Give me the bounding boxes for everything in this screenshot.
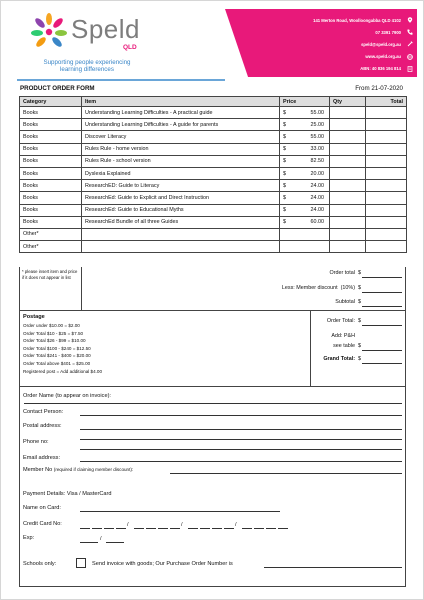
cell-price-value: 55.00: [310, 109, 324, 116]
postage-divider: [310, 311, 311, 387]
subtotal-field[interactable]: [362, 306, 402, 307]
cell-category: Books: [20, 107, 82, 119]
postage-title: Postage: [23, 314, 45, 320]
postal-address-field[interactable]: [80, 429, 402, 430]
grand-total-field[interactable]: [362, 363, 402, 364]
cell-category: Books: [20, 192, 82, 204]
cell-price: [280, 204, 330, 216]
cell-item: Understanding Learning Difficulties - A guide for parents: [82, 119, 280, 131]
header-blue-rule: [17, 79, 225, 81]
exp-month-field[interactable]: [80, 542, 98, 543]
cell-category: Books: [20, 143, 82, 155]
header-price: Price: [280, 97, 330, 107]
member-discount-label: Less: Member discount (10%): [281, 285, 355, 291]
table-row: [20, 241, 407, 253]
cell-qty[interactable]: [330, 216, 366, 228]
customer-details-section: [19, 387, 406, 587]
cell-category: Books: [20, 119, 82, 131]
cell-price: [280, 192, 330, 204]
name-on-card-label: Name on Card:: [23, 505, 61, 511]
product-table: [19, 96, 407, 253]
subtotal-label: Subtotal: [335, 299, 355, 305]
grand-total-label: Grand Total:: [323, 356, 355, 362]
cell-total[interactable]: [366, 119, 407, 131]
cell-price-value: 20.00: [310, 170, 324, 177]
cell-total[interactable]: [366, 131, 407, 143]
purchase-order-number-field[interactable]: [264, 567, 402, 568]
cell-price-value: 55.00: [310, 133, 324, 140]
postage-rate-item: Order Total $10 - $25 = $7.50: [23, 330, 84, 336]
logo-wordmark: Speld: [71, 14, 140, 44]
cell-price-value: 33.00: [310, 146, 324, 153]
credit-card-digit[interactable]: [158, 528, 168, 529]
cell-price: [280, 131, 330, 143]
contact-person-label: Contact Person:: [23, 409, 64, 415]
cell-price-currency: $: [283, 194, 286, 201]
contact-row-web: www.speld.org.au: [253, 51, 413, 62]
table-row: [20, 167, 407, 179]
cell-qty[interactable]: [330, 180, 366, 192]
credit-card-digit[interactable]: [104, 528, 114, 529]
cell-item: ResearchEd: Guide to Educational Myths: [82, 204, 280, 216]
cell-price-value: 82.50: [310, 158, 324, 165]
cell-category: Books: [20, 204, 82, 216]
cell-total[interactable]: [366, 143, 407, 155]
cell-total[interactable]: [366, 180, 407, 192]
cell-qty[interactable]: [330, 241, 366, 253]
cell-category: Books: [20, 131, 82, 143]
cell-price-currency: $: [283, 158, 286, 165]
cell-category: Books: [20, 167, 82, 179]
cell-item: Understanding Learning Difficulties - A practical guide: [82, 107, 280, 119]
cell-qty[interactable]: [330, 107, 366, 119]
cell-total[interactable]: [366, 107, 407, 119]
credit-card-separator: /: [181, 522, 183, 528]
phone-label: Phone no:: [23, 439, 49, 445]
cell-qty[interactable]: [330, 204, 366, 216]
cell-price-currency: $: [283, 121, 286, 128]
cell-item: Dyslexia Explained: [82, 167, 280, 179]
credit-card-digit[interactable]: [116, 528, 126, 529]
credit-card-digit[interactable]: [254, 528, 264, 529]
cell-qty[interactable]: [330, 155, 366, 167]
credit-card-digit[interactable]: [80, 528, 90, 529]
order-name-field[interactable]: [24, 403, 402, 404]
schools-only-label: Schools only:: [23, 561, 57, 567]
cell-price: [280, 180, 330, 192]
contact-row-email: speld@speld.org.au: [253, 39, 413, 50]
credit-card-digit[interactable]: [92, 528, 102, 529]
add-ph-currency: $: [358, 343, 361, 349]
cell-item: Rules Rule - home version: [82, 143, 280, 155]
cell-qty[interactable]: [330, 167, 366, 179]
subtotal-currency: $: [358, 299, 361, 305]
credit-card-digit[interactable]: [170, 528, 180, 529]
exp-separator: /: [100, 536, 102, 542]
email-label: Email address:: [23, 455, 60, 461]
header-qty: Qty: [330, 97, 366, 107]
cell-price: [280, 216, 330, 228]
contact-row-address: 141 Merton Road, Woolloongabba QLD 4102: [253, 15, 413, 26]
credit-card-digit[interactable]: [146, 528, 156, 529]
cell-price: [280, 143, 330, 155]
contact-details: [253, 15, 413, 75]
cell-category: Books: [20, 180, 82, 192]
cell-total[interactable]: [366, 228, 407, 240]
credit-card-label: Credit Card No:: [23, 521, 62, 527]
globe-icon: [407, 54, 413, 60]
postage-order-total-field[interactable]: [362, 325, 402, 326]
order-total-currency: $: [358, 270, 361, 276]
payment-details-label: Payment Details: Visa / MasterCard: [23, 491, 112, 497]
table-row: [20, 216, 407, 228]
cell-total[interactable]: [366, 192, 407, 204]
add-ph-field[interactable]: [362, 350, 402, 351]
credit-card-digit[interactable]: [242, 528, 252, 529]
invoice-with-goods-label: Send invoice with goods; Our Purchase Order Number is: [92, 561, 233, 567]
postage-rate-item: Order under $10.00 = $2.00: [23, 323, 80, 328]
credit-card-separator: /: [235, 522, 237, 528]
logo-flower-icon: [27, 11, 71, 53]
postal-address-label: Postal address:: [23, 423, 62, 429]
phone-field[interactable]: [80, 449, 402, 450]
cell-price-currency: $: [283, 170, 286, 177]
cell-price-value: 24.00: [310, 182, 324, 189]
cell-price-value: 24.00: [310, 194, 324, 201]
member-no-note: (required if claiming member discount):: [53, 467, 134, 472]
cell-total[interactable]: [366, 241, 407, 253]
cell-category: Books: [20, 155, 82, 167]
header-item: Item: [82, 97, 280, 107]
postage-order-total-currency: $: [358, 318, 361, 324]
credit-card-digit[interactable]: [200, 528, 210, 529]
cell-item: [82, 241, 280, 253]
email-field[interactable]: [80, 461, 402, 462]
cell-total[interactable]: [366, 167, 407, 179]
product-table-body: [20, 107, 407, 253]
table-row: [20, 155, 407, 167]
cell-price-currency: $: [283, 182, 286, 189]
table-row: [20, 131, 407, 143]
postage-rate-item: Order Total $100 - $240 = $12.50: [23, 345, 91, 351]
note-cell: [20, 267, 82, 311]
cell-qty[interactable]: [330, 119, 366, 131]
postage-rate-item: Order Total $26 - $99 = $10.00: [23, 338, 86, 344]
cell-price: [280, 155, 330, 167]
contact-row-phone: 07 3391 7900: [253, 27, 413, 38]
contact-person-field[interactable]: [80, 415, 402, 416]
table-row: [20, 204, 407, 216]
credit-card-digit[interactable]: [188, 528, 198, 529]
credit-card-digit[interactable]: [134, 528, 144, 529]
cell-category: Other*: [20, 228, 82, 240]
table-row: [20, 192, 407, 204]
cell-item: [82, 228, 280, 240]
member-discount-field[interactable]: [362, 292, 402, 293]
table-header-row: [20, 97, 407, 107]
postage-rate-item: Order Total above $401 = $25.00: [23, 360, 91, 366]
totals-section: [19, 267, 406, 311]
exp-label: Exp:: [23, 535, 35, 541]
grand-total-currency: $: [358, 356, 361, 362]
cell-item: ResearchEd: Guide to Explicit and Direct Instruction: [82, 192, 280, 204]
cell-item: Discover Literacy: [82, 131, 280, 143]
cell-qty[interactable]: [330, 131, 366, 143]
cell-qty[interactable]: [330, 228, 366, 240]
cell-price: [280, 107, 330, 119]
postal-address-field-2[interactable]: [80, 439, 402, 440]
add-ph-label: Add: P&H: [331, 333, 355, 339]
cell-qty[interactable]: [330, 192, 366, 204]
table-row: [20, 107, 407, 119]
other-item-note: * please insert item and price if it does not appear in list: [22, 269, 78, 280]
email-icon: [407, 41, 413, 47]
credit-card-digit[interactable]: [224, 528, 234, 529]
cell-total[interactable]: [366, 204, 407, 216]
cell-category: Other*: [20, 241, 82, 253]
member-no-field[interactable]: [170, 473, 402, 474]
schools-invoice-checkbox[interactable]: [76, 558, 86, 568]
location-pin-icon: [407, 17, 413, 23]
cell-qty[interactable]: [330, 143, 366, 155]
form-title: PRODUCT ORDER FORM: [20, 85, 95, 92]
cell-price-currency: $: [283, 133, 286, 140]
form-date: From 21-07-2020: [355, 85, 403, 92]
member-no-label: Member No (required if claiming member discount):: [23, 467, 134, 473]
logo-region: QLD: [123, 44, 137, 51]
cell-item: ResearchED: Guide to Literacy: [82, 180, 280, 192]
order-total-field[interactable]: [362, 277, 402, 278]
header-total: Total: [366, 97, 407, 107]
cell-price: [280, 167, 330, 179]
postage-order-total-label: Order Total:: [326, 318, 355, 324]
order-total-label: Order total: [329, 270, 355, 276]
header: [1, 1, 424, 81]
cell-price-currency: $: [283, 109, 286, 116]
cell-price: [280, 228, 330, 240]
name-on-card-field[interactable]: [80, 511, 280, 512]
cell-price-currency: $: [283, 219, 286, 226]
table-row: [20, 119, 407, 131]
credit-card-separator: /: [127, 522, 129, 528]
contact-row-abn: ABN: 40 836 194 814: [253, 63, 413, 74]
phone-icon: [407, 29, 413, 35]
cell-item: ResearchEd Bundle of all three Guides: [82, 216, 280, 228]
cell-category: Books: [20, 216, 82, 228]
postage-rate-item: Registered post = Add additional $4.00: [23, 368, 103, 374]
header-category: Category: [20, 97, 82, 107]
cell-total[interactable]: [366, 216, 407, 228]
speld-logo: [27, 11, 227, 77]
cell-price-value: 24.00: [310, 207, 324, 214]
cell-price: [280, 119, 330, 131]
postage-rate-item: Order Total $241 - $400 = $20.00: [23, 353, 91, 359]
credit-card-digit[interactable]: [278, 528, 288, 529]
credit-card-digit[interactable]: [212, 528, 222, 529]
cell-total[interactable]: [366, 155, 407, 167]
cell-price-value: 60.00: [310, 219, 324, 226]
cell-price-currency: $: [283, 207, 286, 214]
order-name-label: Order Name (to appear on invoice):: [23, 393, 111, 399]
member-discount-currency: $: [358, 285, 361, 291]
cell-item: Rules Rule - school version: [82, 155, 280, 167]
document-icon: [407, 66, 413, 72]
table-row: [20, 143, 407, 155]
table-row: [20, 180, 407, 192]
cell-price-value: 25.00: [310, 121, 324, 128]
postage-rate-list: [23, 322, 102, 375]
table-row: [20, 228, 407, 240]
cell-price-currency: $: [283, 146, 286, 153]
postage-section: [19, 311, 406, 387]
see-table-label: see table: [333, 343, 355, 349]
credit-card-digit[interactable]: [266, 528, 276, 529]
exp-year-field[interactable]: [106, 542, 124, 543]
logo-tagline: Supporting people experiencing learning differences: [43, 59, 131, 74]
cell-price: [280, 241, 330, 253]
